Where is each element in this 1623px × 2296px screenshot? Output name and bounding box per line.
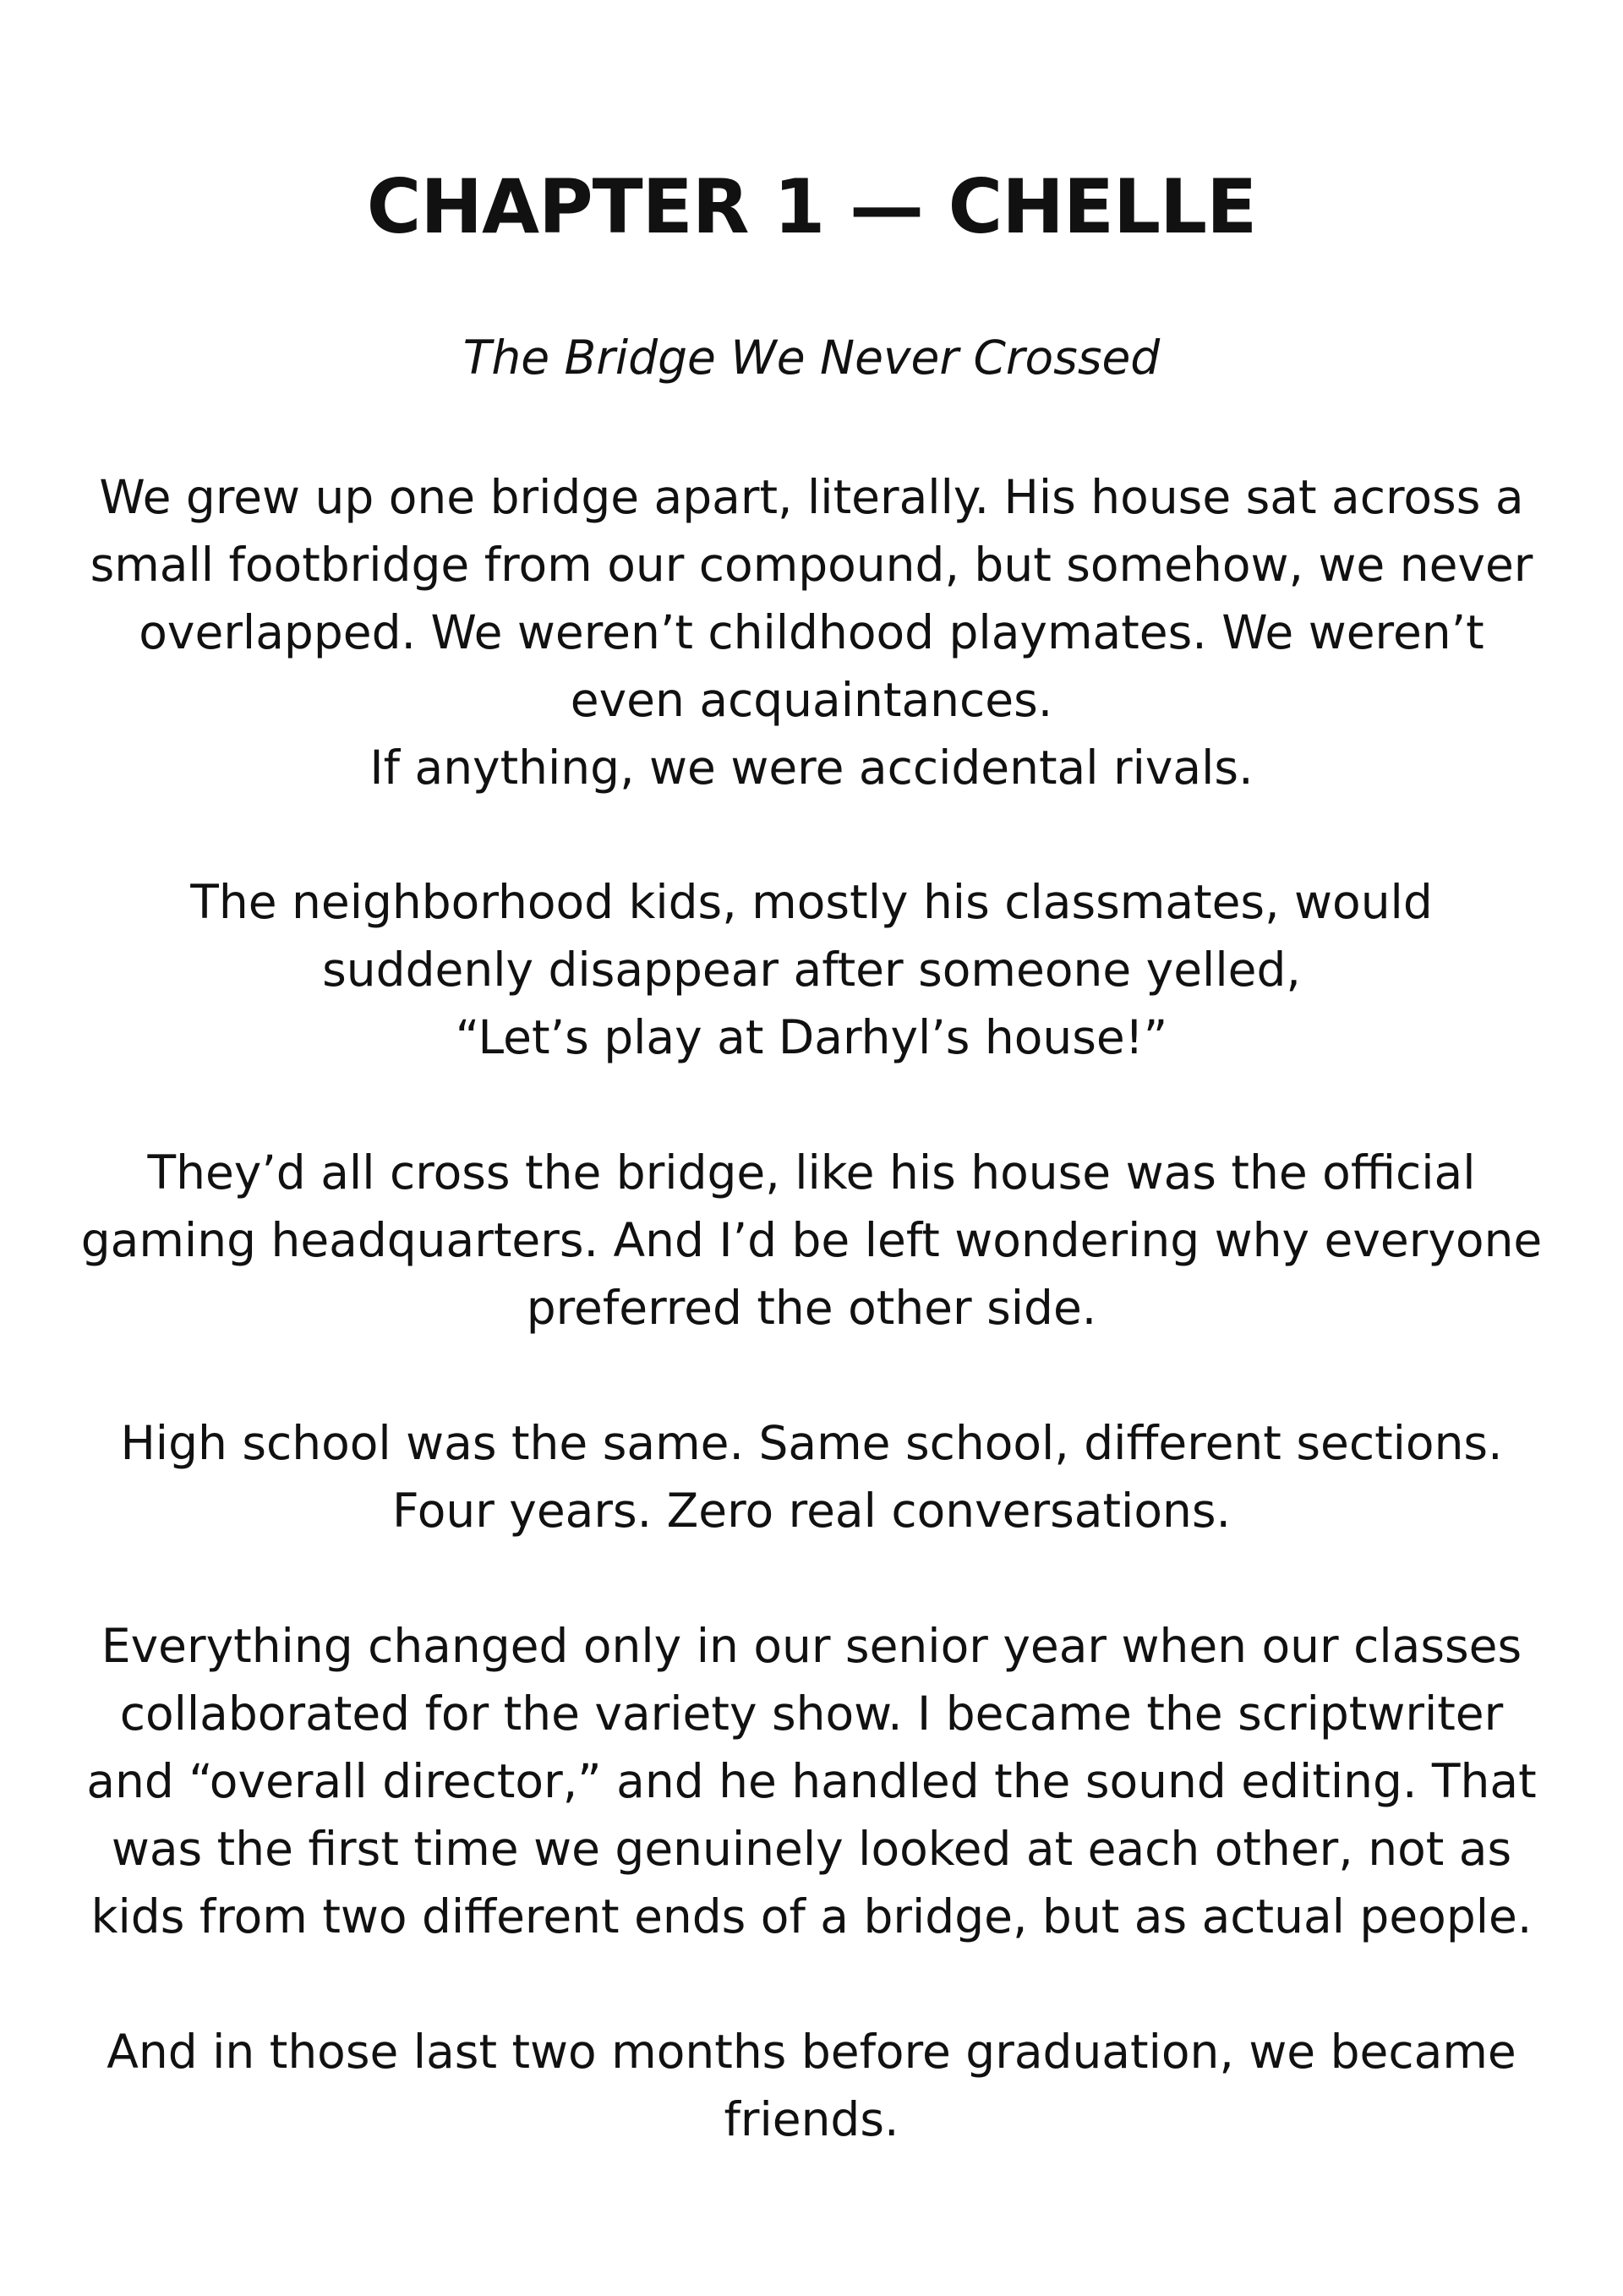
paragraph-line: “Let’s play at Darhyl’s house!”: [455, 1010, 1168, 1064]
chapter-subtitle: The Bridge We Never Crossed: [462, 331, 1161, 385]
paragraph-line: They’d all cross the bridge, like his house was the official: [147, 1145, 1476, 1200]
paragraph-1: [51, 463, 1572, 801]
paragraph-line: Four years. Zero real conversations.: [392, 1484, 1231, 1538]
paragraph-line: was the first time we genuinely looked at each other, not as: [111, 1822, 1512, 1876]
paragraph-line: kids from two different ends of a bridge, but as actual people.: [90, 1889, 1533, 1943]
paragraph-line: If anything, we were accidental rivals.: [369, 741, 1254, 795]
paragraph-line: even acquaintances.: [570, 673, 1053, 727]
paragraph-line: suddenly disappear after someone yelled,: [322, 943, 1301, 997]
paragraph-3: [51, 1139, 1572, 1342]
paragraph-line: friends.: [724, 2092, 899, 2146]
paragraph-line: collaborated for the variety show. I became the scriptwriter: [119, 1686, 1504, 1741]
paragraph-2: [51, 868, 1572, 1071]
paragraph-line: Everything changed only in our senior year when our classes: [101, 1619, 1522, 1673]
paragraph-5: [51, 1612, 1572, 1950]
chapter-title: CHAPTER 1 — CHELLE: [366, 163, 1257, 250]
paragraph-line: overlapped. We weren’t childhood playmates. We weren’t: [139, 605, 1484, 659]
paragraph-line: High school was the same. Same school, different sections.: [120, 1416, 1503, 1470]
paragraph-line: gaming headquarters. And I’d be left wondering why everyone: [80, 1213, 1543, 1267]
paragraph-line: And in those last two months before graduation, we became: [107, 2025, 1516, 2079]
paragraph-line: and “overall director,” and he handled the sound editing. That: [86, 1754, 1537, 1808]
paragraph-line: preferred the other side.: [526, 1281, 1097, 1335]
paragraph-line: small footbridge from our compound, but somehow, we never: [90, 538, 1533, 592]
paragraph-line: The neighborhood kids, mostly his classmates, would: [190, 875, 1433, 929]
paragraph-6: [51, 2018, 1572, 2153]
paragraph-line: We grew up one bridge apart, literally. His house sat across a: [99, 470, 1524, 524]
paragraph-4: [51, 1409, 1572, 1544]
